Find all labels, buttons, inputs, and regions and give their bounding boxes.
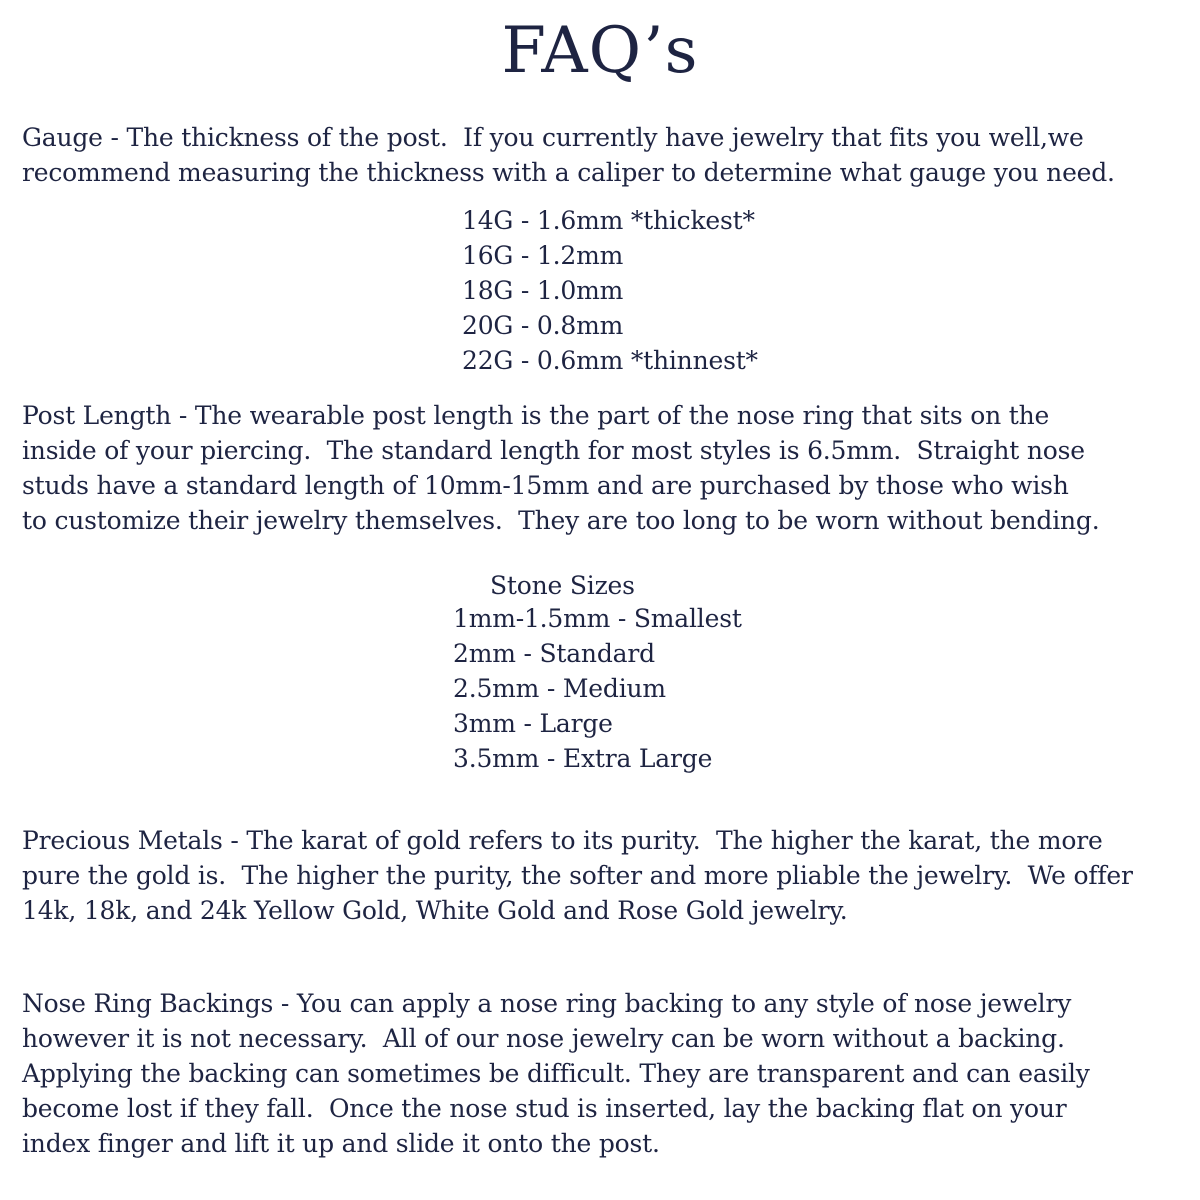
precious-metals-paragraph bbox=[22, 823, 1133, 928]
post-length-line: to customize their jewelry themselves. They are too long to be worn without bending. bbox=[22, 506, 1100, 535]
nose-ring-backings-line: Nose Ring Backings - You can apply a nose ring backing to any style of nose jewelry bbox=[22, 989, 1072, 1018]
gauge-size-item: 14G - 1.6mm *thickest* bbox=[462, 206, 755, 235]
gauge-size-item: 16G - 1.2mm bbox=[462, 241, 624, 270]
stone-size-item: 3.5mm - Extra Large bbox=[453, 744, 713, 773]
page-title: FAQ’s bbox=[501, 14, 699, 88]
stone-sizes-heading bbox=[490, 568, 635, 603]
stone-size-item: 2mm - Standard bbox=[453, 639, 655, 668]
post-length-line: inside of your piercing. The standard length for most styles is 6.5mm. Straight nose bbox=[22, 436, 1085, 465]
stone-size-list bbox=[453, 601, 742, 776]
precious-metals-line: 14k, 18k, and 24k Yellow Gold, White Gold and Rose Gold jewelry. bbox=[22, 896, 848, 925]
precious-metals-line: pure the gold is. The higher the purity, the softer and more pliable the jewelry. We offer bbox=[22, 861, 1133, 890]
nose-ring-backings-line: become lost if they fall. Once the nose stud is inserted, lay the backing flat on your bbox=[22, 1094, 1067, 1123]
nose-ring-backings-line: Applying the backing can sometimes be difficult. They are transparent and can easily bbox=[22, 1059, 1090, 1088]
gauge-size-item: 18G - 1.0mm bbox=[462, 276, 624, 305]
gauge-size-item: 20G - 0.8mm bbox=[462, 311, 624, 340]
gauge-paragraph bbox=[22, 120, 1115, 190]
nose-ring-backings-line: index finger and lift it up and slide it onto the post. bbox=[22, 1129, 660, 1158]
nose-ring-backings-paragraph bbox=[22, 986, 1090, 1161]
post-length-line: Post Length - The wearable post length is the part of the nose ring that sits on the bbox=[22, 401, 1050, 430]
nose-ring-backings-line: however it is not necessary. All of our nose jewelry can be worn without a backing. bbox=[22, 1024, 1065, 1053]
gauge-paragraph-line: recommend measuring the thickness with a caliper to determine what gauge you need. bbox=[22, 158, 1115, 187]
gauge-paragraph-line: Gauge - The thickness of the post. If you currently have jewelry that fits you well,we bbox=[22, 123, 1084, 152]
stone-size-item: 1mm-1.5mm - Smallest bbox=[453, 604, 742, 633]
stone-sizes-heading-text: Stone Sizes bbox=[490, 571, 635, 600]
post-length-line: studs have a standard length of 10mm-15mm and are purchased by those who wish bbox=[22, 471, 1069, 500]
precious-metals-line: Precious Metals - The karat of gold refers to its purity. The higher the karat, the more bbox=[22, 826, 1103, 855]
stone-size-item: 2.5mm - Medium bbox=[453, 674, 666, 703]
stone-size-item: 3mm - Large bbox=[453, 709, 613, 738]
gauge-size-list bbox=[462, 203, 758, 378]
gauge-size-item: 22G - 0.6mm *thinnest* bbox=[462, 346, 758, 375]
post-length-paragraph bbox=[22, 398, 1099, 538]
